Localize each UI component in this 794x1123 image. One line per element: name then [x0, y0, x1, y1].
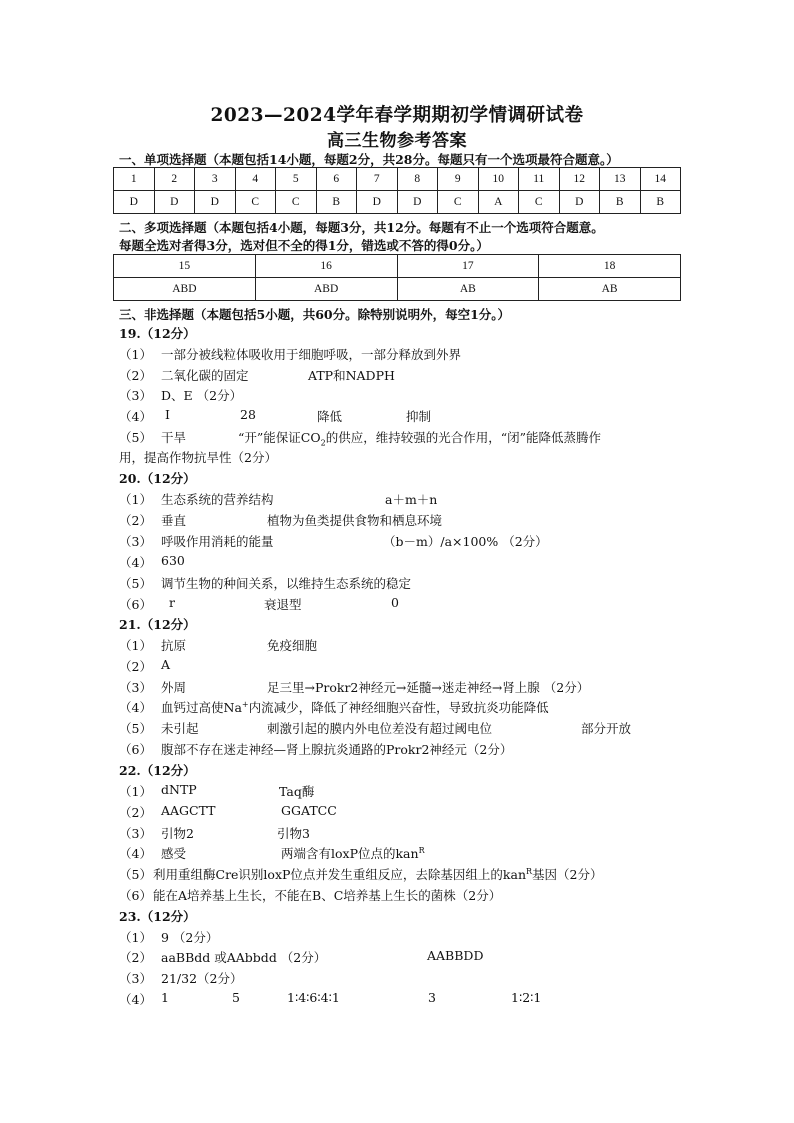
- answer-text: [281, 844, 425, 862]
- answer-text: 抗原: [161, 638, 187, 653]
- sub-question-number: （3）: [119, 971, 152, 986]
- answer-text: 足三里→Prokr2神经元→延髓→迷走神经→肾上腺 （2分）: [267, 680, 590, 695]
- answer-text: 1: [161, 990, 169, 1005]
- question-number-cell: 12: [559, 168, 600, 191]
- answer-text: 植物为鱼类提供食物和栖息环境: [267, 513, 443, 528]
- sub-question-number: （2）: [119, 950, 152, 965]
- answer-text: a＋m＋n: [385, 492, 438, 507]
- sub-question-number: （4）: [119, 409, 152, 424]
- sub-question-number: （3）: [119, 680, 152, 695]
- answer-cell: B: [316, 191, 357, 214]
- question-number-cell: 15: [114, 255, 256, 278]
- answer-cell: C: [235, 191, 276, 214]
- question-number-cell: 7: [357, 168, 398, 191]
- answer-text: 未引起: [161, 721, 199, 736]
- sub-question-number: （5）: [119, 576, 152, 591]
- table-row: [114, 278, 681, 301]
- answer-text: A: [161, 657, 171, 672]
- question-number-cell: 1: [114, 168, 155, 191]
- answer-text: AABBDD: [427, 948, 484, 963]
- answer-text: 衰退型: [264, 597, 302, 612]
- table-row: [114, 168, 681, 191]
- answer-cell: D: [114, 191, 155, 214]
- sub-question-number: （6）: [119, 742, 152, 757]
- answer-cell: D: [559, 191, 600, 214]
- question-21-header: 21.（12分）: [119, 617, 196, 632]
- sub-question-number: （6）: [119, 597, 152, 612]
- answer-text: [153, 865, 602, 883]
- section-3-heading: 三、非选择题（本题包括5小题，共60分。除特别说明外，每空1分。）: [119, 307, 511, 322]
- sub-question-number: （3）: [119, 534, 152, 549]
- answer-text: 二氧化碳的固定: [161, 368, 249, 383]
- answer-text: 刺激引起的膜内外电位差没有超过阈电位: [267, 721, 493, 736]
- answer-text: “开”能保证CO: [238, 430, 321, 445]
- question-number-cell: 16: [255, 255, 397, 278]
- page-subtitle: 高三生物参考答案: [327, 131, 467, 151]
- question-number-cell: 11: [519, 168, 560, 191]
- sub-question-number: （6）: [119, 888, 152, 903]
- question-number-cell: 3: [195, 168, 236, 191]
- section-2-heading-cont: 每题全选对者得3分，选对但不全的得1分，错选或不答的得0分。）: [119, 238, 489, 253]
- sub-question-number: （1）: [119, 492, 152, 507]
- question-19-header: 19.（12分）: [119, 326, 196, 341]
- question-number-cell: 18: [539, 255, 681, 278]
- answer-cell: AB: [539, 278, 681, 301]
- answer-text: 5: [232, 990, 240, 1005]
- answer-text: 调节生物的种间关系，以维持生态系统的稳定: [161, 576, 412, 591]
- answer-text: 抑制: [406, 409, 432, 424]
- answer-text: Taq酶: [279, 784, 315, 799]
- section-2-heading: 二、多项选择题（本题包括4小题，每题3分，共12分。每题有不止一个选项符合题意。: [119, 220, 604, 235]
- answer-text: 28: [240, 407, 256, 422]
- answer-text: Ⅰ: [165, 407, 170, 422]
- answer-text: D、E （2分）: [161, 388, 243, 403]
- answer-cell: C: [438, 191, 479, 214]
- answer-text: 两端含有loxP位点的kan: [281, 846, 419, 861]
- answer-cell: A: [478, 191, 519, 214]
- answer-text: 引物3: [277, 826, 310, 841]
- answer-text: 630: [161, 553, 185, 568]
- sub-question-number: （2）: [119, 368, 152, 383]
- answer-text: r: [169, 595, 175, 610]
- answer-text: 血钙过高使Na: [161, 700, 242, 715]
- sub-question-number: （2）: [119, 659, 152, 674]
- question-number-cell: 4: [235, 168, 276, 191]
- answer-text: 利用重组酶Cre识别loxP位点并发生重组反应，去除基因组上的kan: [153, 867, 526, 882]
- sub-question-number: （4）: [119, 992, 152, 1007]
- question-number-cell: 14: [640, 168, 681, 191]
- answer-text: 0: [391, 595, 399, 610]
- answer-text: 一部分被线粒体吸收用于细胞呼吸，一部分释放到外界: [161, 347, 462, 362]
- answer-text: 呼吸作用消耗的能量: [161, 534, 274, 549]
- answer-text: 内流减少，降低了神经细胞兴奋性，导致抗炎功能降低: [248, 700, 549, 715]
- answer-text: aaBBdd 或AAbbdd （2分）: [161, 950, 327, 965]
- answer-text: 能在A培养基上生长，不能在B、C培养基上生长的菌株（2分）: [153, 888, 502, 903]
- question-number-cell: 9: [438, 168, 479, 191]
- question-number-cell: 10: [478, 168, 519, 191]
- answer-text: 基因（2分）: [532, 867, 603, 882]
- answer-text: 免疫细胞: [267, 638, 318, 653]
- sub-question-number: （2）: [119, 513, 152, 528]
- answer-text: 干旱: [161, 430, 187, 445]
- sub-question-number: （4）: [119, 555, 152, 570]
- answer-text: [161, 698, 549, 716]
- sub-question-number: （1）: [119, 638, 152, 653]
- sub-question-number: （1）: [119, 930, 152, 945]
- sub-question-number: （4）: [119, 846, 152, 861]
- question-number-cell: 8: [397, 168, 438, 191]
- answer-text: dNTP: [161, 782, 197, 797]
- multiple-choice-answer-table: [113, 254, 681, 301]
- answer-cell: D: [154, 191, 195, 214]
- answer-text: 1∶4∶6∶4∶1: [287, 990, 340, 1005]
- question-23-header: 23.（12分）: [119, 909, 196, 924]
- superscript: R: [418, 845, 425, 855]
- answer-text: 生态系统的营养结构: [161, 492, 274, 507]
- sub-question-number: （2）: [119, 805, 152, 820]
- answer-text: 21/32（2分）: [161, 971, 243, 986]
- answer-cell: C: [276, 191, 317, 214]
- answer-text: 用，提高作物抗旱性（2分）: [119, 450, 277, 465]
- question-number-cell: 17: [397, 255, 539, 278]
- table-row: [114, 255, 681, 278]
- question-22-header: 22.（12分）: [119, 763, 196, 778]
- question-number-cell: 5: [276, 168, 317, 191]
- answer-text: 的供应，维持较强的光合作用，“闭”能降低蒸腾作: [325, 430, 601, 445]
- superscript: +: [241, 699, 249, 709]
- answer-text: ATP和NADPH: [308, 368, 395, 383]
- question-number-cell: 6: [316, 168, 357, 191]
- answer-cell: D: [397, 191, 438, 214]
- superscript: R: [526, 866, 533, 876]
- answer-text: GGATCC: [281, 803, 337, 818]
- answer-cell: AB: [397, 278, 539, 301]
- section-1-heading: 一、单项选择题（本题包括14小题，每题2分，共28分。每题只有一个选项最符合题意。）: [119, 152, 619, 167]
- sub-question-number: （5）: [119, 867, 152, 882]
- answer-text: （b－m）/a×100% （2分）: [383, 534, 548, 549]
- table-row: [114, 191, 681, 214]
- single-choice-answer-table: [113, 167, 681, 214]
- page-title: 2023—2024学年春学期期初学情调研试卷: [210, 105, 584, 126]
- answer-cell: D: [195, 191, 236, 214]
- answer-cell: ABD: [114, 278, 256, 301]
- answer-cell: B: [640, 191, 681, 214]
- answer-text: 部分开放: [581, 721, 632, 736]
- sub-question-number: （1）: [119, 347, 152, 362]
- answer-text: 垂直: [161, 513, 187, 528]
- answer-cell: C: [519, 191, 560, 214]
- answer-text: 1∶2∶1: [511, 990, 542, 1005]
- answer-text: 9 （2分）: [161, 930, 219, 945]
- answer-cell: B: [600, 191, 641, 214]
- answer-text: 腹部不存在迷走神经—肾上腺抗炎通路的Prokr2神经元（2分）: [161, 742, 513, 757]
- answer-text: [238, 428, 601, 448]
- question-number-cell: 2: [154, 168, 195, 191]
- answer-cell: D: [357, 191, 398, 214]
- question-number-cell: 13: [600, 168, 641, 191]
- question-20-header: 20.（12分）: [119, 471, 196, 486]
- sub-question-number: （3）: [119, 388, 152, 403]
- subscript: 2: [320, 438, 326, 448]
- answer-text: 降低: [317, 409, 343, 424]
- answer-text: AAGCTT: [161, 803, 216, 818]
- answer-text: 3: [428, 990, 436, 1005]
- answer-text: 感受: [161, 846, 187, 861]
- sub-question-number: （3）: [119, 826, 152, 841]
- answer-text: 引物2: [161, 826, 194, 841]
- sub-question-number: （1）: [119, 784, 152, 799]
- answer-cell: ABD: [255, 278, 397, 301]
- sub-question-number: （4）: [119, 700, 152, 715]
- sub-question-number: （5）: [119, 430, 152, 445]
- sub-question-number: （5）: [119, 721, 152, 736]
- answer-text: 外周: [161, 680, 187, 695]
